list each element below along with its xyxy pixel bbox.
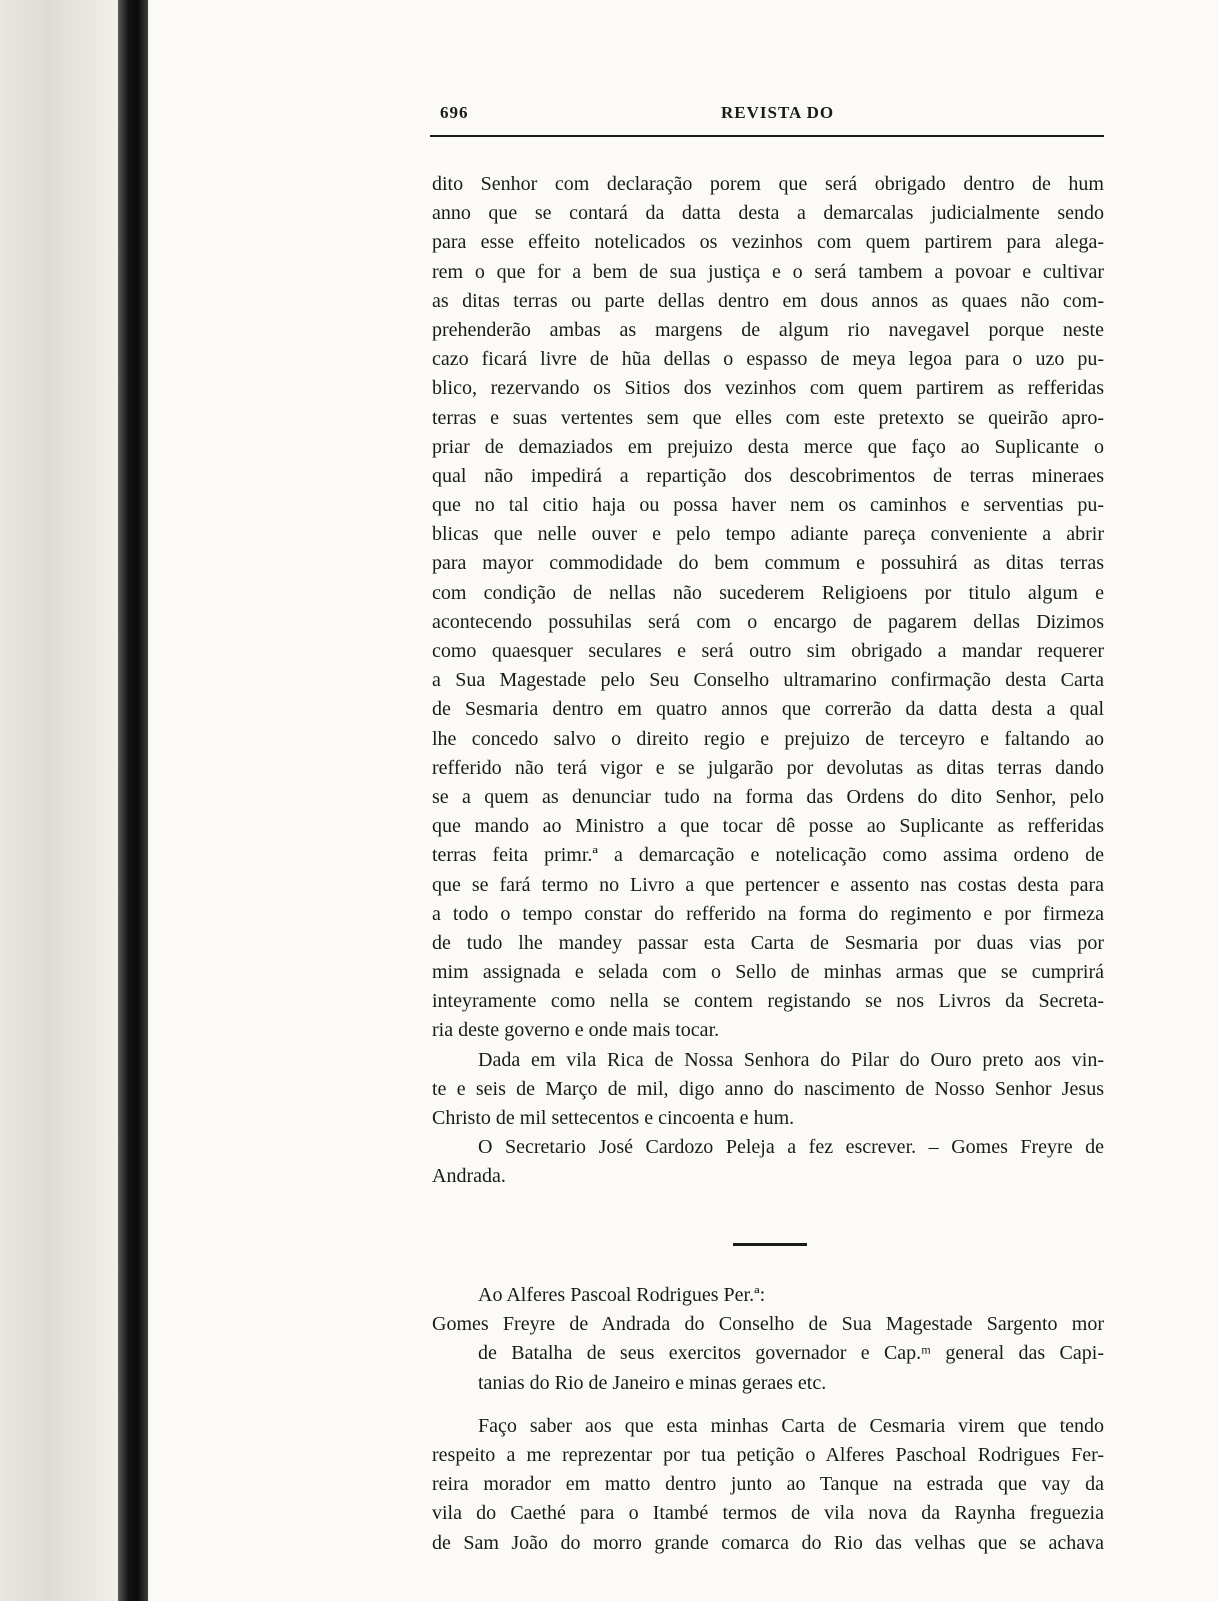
text-line: terras feita primr.ª a demarcação e notelicação como assima ordeno de <box>432 844 1104 867</box>
text-line: vila do Caethé para o Itambé termos de vila nova da Raynha freguezia <box>432 1502 1104 1525</box>
text-line: O Secretario José Cardozo Peleja a fez escrever. – Gomes Freyre de <box>478 1136 1104 1159</box>
running-title: REVISTA DO <box>721 103 835 122</box>
text-line: cazo ficará livre de hũa dellas o espasso de meya legoa para o uzo pu- <box>432 348 1104 371</box>
text-line: de Sam João do morro grande comarca do Rio das velhas que se achava <box>432 1531 1104 1554</box>
text-line: blicas que nelle ouver e pelo tempo adiante pareça conveniente a abrir <box>432 523 1104 546</box>
text-line: qual não impedirá a repartição dos descobrimentos de terras mineraes <box>432 464 1104 487</box>
text-line: a todo o tempo constar do refferido na forma do regimento e por firmeza <box>432 902 1104 925</box>
text-line: para mayor commodidade do bem commum e possuhirá as ditas terras <box>432 552 1104 575</box>
text-line: Dada em vila Rica de Nossa Senhora do Pilar do Ouro preto aos vin- <box>478 1048 1104 1071</box>
second-document <box>432 1281 1104 1558</box>
text-line: reira morador em matto dentro junto ao Tanque na estrada que vay da <box>432 1473 1104 1496</box>
text-line: Gomes Freyre de Andrada do Conselho de Sua Magestade Sargento mor <box>432 1313 1104 1336</box>
text-line: com condição de nellas não sucederem Religioens por titulo algum e <box>432 581 1104 604</box>
running-header <box>440 103 1106 129</box>
text-line: que mando ao Ministro a que tocar dê posse ao Suplicante as refferidas <box>432 815 1104 838</box>
text-line: que se fará termo no Livro a que pertencer e assento nas costas desta para <box>432 873 1104 896</box>
text-line: lhe concedo salvo o direito regio e prejuizo de terceyro e faltando ao <box>432 727 1104 750</box>
text-line: se a quem as denunciar tudo na forma das Ordens do dito Senhor, pelo <box>432 785 1104 808</box>
text-line: tanias do Rio de Janeiro e minas geraes etc. <box>478 1371 827 1394</box>
text-line: para esse effeito notelicados os vezinhos com quem partirem para alega- <box>432 231 1104 254</box>
spacer <box>432 1398 1104 1412</box>
text-line: respeito a me reprezentar por tua petição o Alferes Paschoal Rodrigues Fer- <box>432 1443 1104 1466</box>
text-line: priar de demaziados em prejuizo desta merce que faço ao Suplicante o <box>432 435 1104 458</box>
book-binding <box>118 0 148 1601</box>
text-line: como quaesquer seculares e será outro sim obrigado a mandar requerer <box>432 640 1104 662</box>
text-line: Andrada. <box>432 1165 506 1188</box>
scan-margin <box>0 0 120 1601</box>
text-line: Faço saber aos que esta minhas Carta de Cesmaria virem que tendo <box>478 1414 1104 1437</box>
text-line: Christo de mil settecentos e cincoenta e hum. <box>432 1107 795 1129</box>
text-line: mim assignada e selada com o Sello de minhas armas que se cumprirá <box>432 961 1104 984</box>
text-line: de Sesmaria dentro em quatro annos que correrão da datta desta a qual <box>432 698 1104 721</box>
text-line: acontecendo possuhilas será com o encargo de pagarem dellas Dizimos <box>432 610 1104 633</box>
addressee-line: Ao Alferes Pascoal Rodrigues Per.ª: <box>478 1284 766 1306</box>
text-line: te e seis de Março de mil, digo anno do nascimento de Nosso Senhor Jesus <box>432 1077 1104 1100</box>
text-line: a Sua Magestade pelo Seu Conselho ultramarino confirmação desta Carta <box>432 669 1104 692</box>
text-line: ria deste governo e onde mais tocar. <box>432 1019 720 1042</box>
paragraph-4 <box>432 1412 1104 1558</box>
text-line: de tudo lhe mandey passar esta Carta de Sesmaria por duas vias por <box>432 931 1104 954</box>
main-text <box>432 170 1104 1192</box>
header-rule <box>430 135 1104 137</box>
paragraph-1 <box>432 170 1104 1046</box>
section-separator <box>733 1243 807 1246</box>
text-line: blico, rezervando os Sitios dos vezinhos com quem partirem as refferidas <box>432 377 1104 400</box>
text-line: prehenderão ambas as margens de algum rio navegavel porque neste <box>432 318 1104 341</box>
text-line: rem o que for a bem de sua justiça e o será tambem a povoar e cultivar <box>432 260 1104 283</box>
paragraph-3 <box>432 1133 1104 1191</box>
text-line: terras e suas vertentes sem que elles com este pretexto se queirão apro- <box>432 406 1104 429</box>
text-line: as ditas terras ou parte dellas dentro em dous annos as quaes não com- <box>432 289 1104 312</box>
governor-title <box>432 1310 1104 1398</box>
text-line: anno que se contará da datta desta a demarcalas judicialmente sendo <box>432 202 1104 225</box>
paragraph-2 <box>432 1046 1104 1134</box>
page-number: 696 <box>440 103 469 122</box>
text-line: que no tal citio haja ou possa haver nem os caminhos e serventias pu- <box>432 494 1104 517</box>
text-line: refferido não terá vigor e se julgarão por devolutas as ditas terras dando <box>432 756 1104 779</box>
text-line: inteyramente como nella se contem registando se nos Livros da Secreta- <box>432 990 1104 1013</box>
text-line: dito Senhor com declaração porem que será obrigado dentro de hum <box>432 173 1104 195</box>
text-line: de Batalha de seus exercitos governador e Cap.ᵐ general das Capi- <box>478 1342 1104 1365</box>
